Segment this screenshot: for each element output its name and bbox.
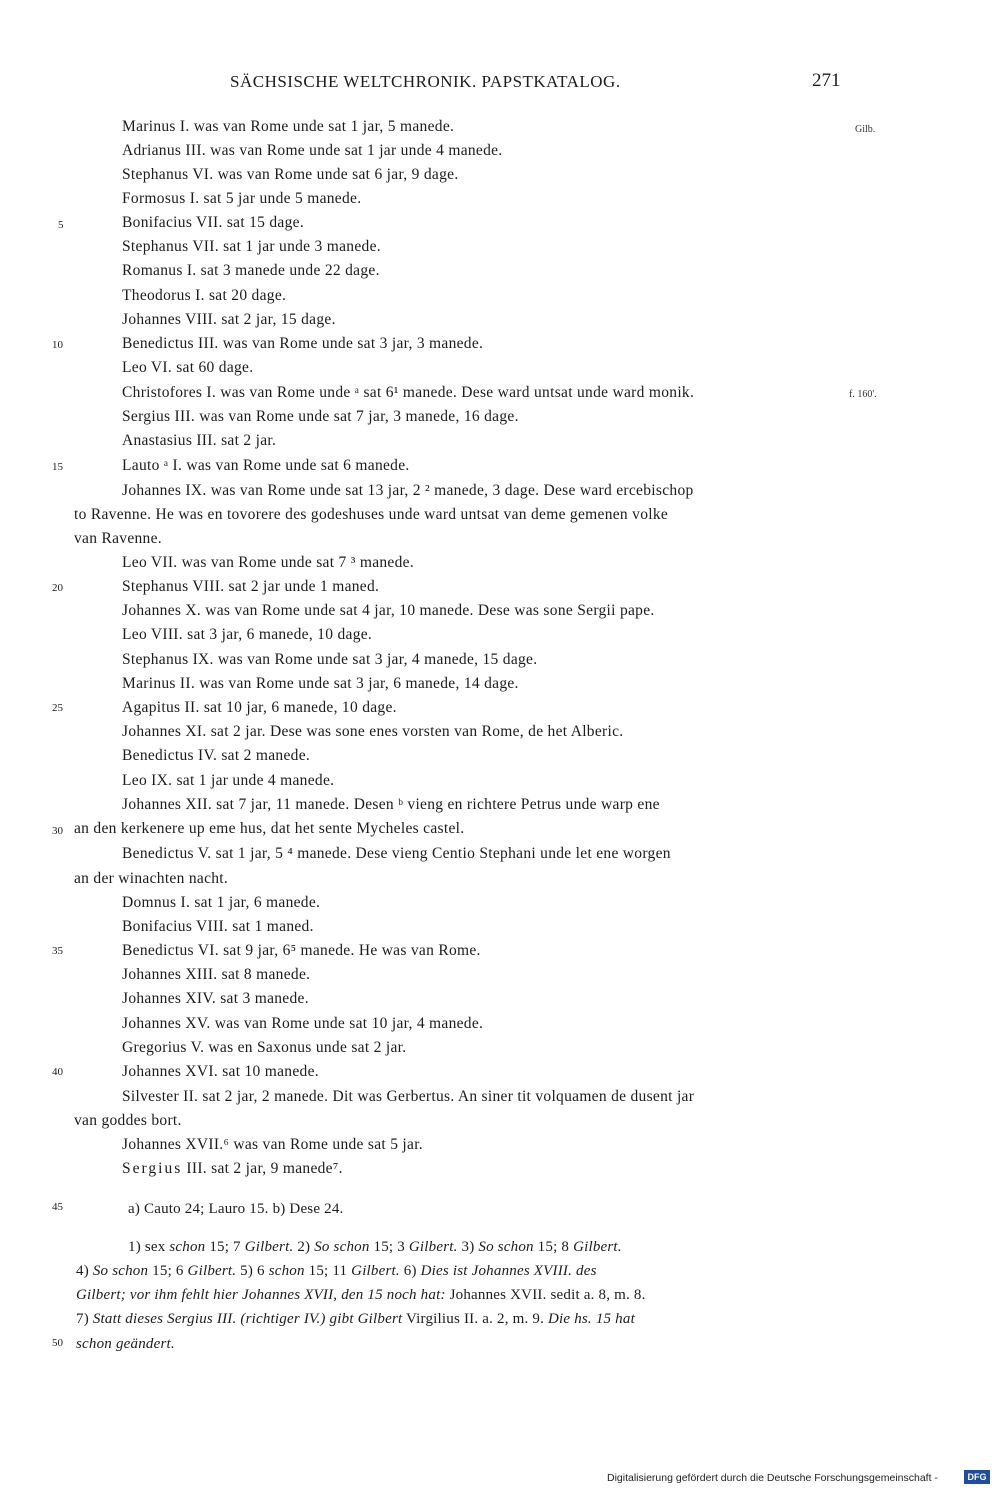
text-line: Marinus I. was van Rome unde sat 1 jar, 5 manede. <box>122 118 455 135</box>
fn-italic: Gilbert. <box>573 1239 622 1255</box>
fn-italic: So schon <box>92 1263 149 1279</box>
text-line: Christofores I. was van Rome unde ᵃ sat 6¹ manede. Dese ward untsat unde ward monik. <box>122 384 695 401</box>
text-line: Stephanus IX. was van Rome unde sat 3 jar, 4 manede, 15 dage. <box>122 651 538 668</box>
text-line: Johannes XIII. sat 8 manede. <box>122 966 311 983</box>
text-line: Johannes VIII. sat 2 jar, 15 dage. <box>122 311 336 328</box>
text-line: Johannes XIV. sat 3 manede. <box>122 990 309 1007</box>
line-number: 10 <box>52 339 63 351</box>
text-line: Stephanus VIII. sat 2 jar unde 1 maned. <box>122 578 380 595</box>
text-line <box>122 1157 343 1181</box>
text-line: Benedictus III. was van Rome unde sat 3 jar, 3 manede. <box>122 335 484 352</box>
line-number: 25 <box>52 702 63 714</box>
text-line: Anastasius III. sat 2 jar. <box>122 432 277 449</box>
text-line: Leo VIII. sat 3 jar, 6 manede, 10 dage. <box>122 626 373 643</box>
text-line: van goddes bort. <box>74 1112 182 1129</box>
text-line: Johannes IX. was van Rome unde sat 13 jar, 2 ² manede, 3 dage. Dese ward ercebischop <box>122 482 694 499</box>
fn-text: 4) <box>76 1263 93 1279</box>
fn-italic: Dies ist Johannes XVIII. des <box>420 1263 597 1279</box>
fn-text: 7) <box>76 1311 93 1327</box>
fn-italic: So schon <box>314 1239 370 1255</box>
text-line: Johannes XII. sat 7 jar, 11 manede. Desen ᵇ vieng en richtere Petrus unde warp ene <box>122 796 660 813</box>
text-line: Romanus I. sat 3 manede unde 22 dage. <box>122 262 380 279</box>
footnote-line <box>76 1307 635 1331</box>
text-line: Silvester II. sat 2 jar, 2 manede. Dit was Gerbertus. An siner tit volquamen de dusent jar <box>122 1088 695 1105</box>
text-line: Bonifacius VIII. sat 1 maned. <box>122 918 314 935</box>
footnote-letters: a) Cauto 24; Lauro 15. b) Dese 24. <box>128 1201 344 1217</box>
text-line: Gregorius V. was en Saxonus unde sat 2 jar. <box>122 1039 407 1056</box>
line-number: 40 <box>52 1066 63 1078</box>
fn-text: 15; 11 <box>304 1263 352 1279</box>
footnote-line <box>76 1259 597 1283</box>
fn-italic: Gilbert; vor ihm fehlt hier Johannes XVII, den 15 noch hat: <box>76 1287 446 1303</box>
fn-text: 15; 7 <box>205 1239 245 1255</box>
fn-italic: schon <box>169 1239 206 1255</box>
text-line: Theodorus I. sat 20 dage. <box>122 287 287 304</box>
line-number: 30 <box>52 825 63 837</box>
fn-italic: Gilbert. <box>244 1239 294 1255</box>
text-line: an der winachten nacht. <box>74 870 229 887</box>
line-number: 35 <box>52 945 63 957</box>
fn-italic: Gilbert. <box>351 1263 400 1279</box>
running-title: SÄCHSISCHE WELTCHRONIK. PAPSTKATALOG. <box>230 72 621 91</box>
line-number: 5 <box>58 219 64 231</box>
dfg-logo: DFG <box>964 1470 990 1484</box>
text-line: Bonifacius VII. sat 15 dage. <box>122 214 305 231</box>
text-line: Johannes XV. was van Rome unde sat 10 jar, 4 manede. <box>122 1015 484 1032</box>
fn-text: 15; 8 <box>533 1239 574 1255</box>
line-number: 45 <box>52 1201 63 1213</box>
text-line: Benedictus IV. sat 2 manede. <box>122 747 311 764</box>
line-number: 15 <box>52 461 63 473</box>
fn-italic: Gilbert. <box>408 1239 458 1255</box>
page-header <box>0 72 1000 98</box>
text-line: to Ravenne. He was en tovorere des godeshuses unde ward untsat van deme gemenen volke <box>74 506 669 523</box>
fn-text: 1) sex <box>128 1239 170 1255</box>
text-line: Sergius III. was van Rome unde sat 7 jar, 3 manede, 16 dage. <box>122 408 519 425</box>
text-line: Johannes XVI. sat 10 manede. <box>122 1063 319 1080</box>
text-line: Benedictus V. sat 1 jar, 5 ⁴ manede. Dese vieng Centio Stephani unde let ene worgen <box>122 845 671 862</box>
fn-text: 3) <box>457 1239 479 1255</box>
line-number: 20 <box>52 582 63 594</box>
text-line: Johannes XI. sat 2 jar. Dese was sone enes vorsten van Rome, de het Alberic. <box>122 723 624 740</box>
text-line: an den kerkenere up eme hus, dat het sente Mycheles castel. <box>74 820 465 837</box>
line-rest: III. sat 2 jar, 9 manede⁷. <box>182 1160 343 1177</box>
fn-italic: Die hs. 15 hat <box>547 1311 635 1327</box>
footnote-line <box>128 1235 622 1259</box>
fn-text: 6) <box>399 1263 421 1279</box>
text-line: van Ravenne. <box>74 530 162 547</box>
fn-text: 15; 6 <box>148 1263 188 1279</box>
fn-italic: schon <box>268 1263 305 1279</box>
footnote-line <box>76 1283 646 1307</box>
fn-text: Johannes XVII. sedit a. 8, m. 8. <box>445 1287 646 1303</box>
text-line: Leo IX. sat 1 jar unde 4 manede. <box>122 772 335 789</box>
text-line: Marinus II. was van Rome unde sat 3 jar, 6 manede, 14 dage. <box>122 675 519 692</box>
page-number: 271 <box>812 70 841 91</box>
spaced-name: Sergius <box>122 1160 183 1177</box>
fn-italic: Statt dieses Sergius III. (richtiger IV.) gibt Gilbert <box>92 1311 403 1327</box>
text-line: Adrianus III. was van Rome unde sat 1 jar unde 4 manede. <box>122 142 503 159</box>
fn-italic: Gilbert. <box>187 1263 237 1279</box>
text-line: Leo VII. was van Rome unde sat 7 ³ manede. <box>122 554 415 571</box>
text-line: Stephanus VI. was van Rome unde sat 6 jar, 9 dage. <box>122 166 459 183</box>
footnote-line: schon geändert. <box>76 1336 175 1352</box>
fn-italic: So schon <box>478 1239 534 1255</box>
line-number: 50 <box>52 1337 63 1349</box>
margin-note-folio: f. 160'. <box>849 389 877 400</box>
text-line: Johannes X. was van Rome unde sat 4 jar, 10 manede. Dese was sone Sergii pape. <box>122 602 655 619</box>
text-line: Leo VI. sat 60 dage. <box>122 359 254 376</box>
text-line: Lauto ᵃ I. was van Rome unde sat 6 manede. <box>122 457 410 474</box>
fn-text: Virgilius II. a. 2, m. 9. <box>402 1311 548 1327</box>
text-line: Domnus I. sat 1 jar, 6 manede. <box>122 894 321 911</box>
text-line: Benedictus VI. sat 9 jar, 6⁵ manede. He was van Rome. <box>122 942 481 959</box>
text-line: Agapitus II. sat 10 jar, 6 manede, 10 dage. <box>122 699 397 716</box>
fn-text: 5) 6 <box>236 1263 269 1279</box>
margin-note-gilbert: Gilb. <box>855 124 876 135</box>
text-line: Formosus I. sat 5 jar unde 5 manede. <box>122 190 362 207</box>
text-line: Johannes XVII.⁶ was van Rome unde sat 5 jar. <box>122 1136 423 1153</box>
fn-text: 15; 3 <box>369 1239 409 1255</box>
text-line: Stephanus VII. sat 1 jar unde 3 manede. <box>122 238 381 255</box>
fn-text: 2) <box>293 1239 315 1255</box>
footer-credit: Digitalisierung gefördert durch die Deutsche Forschungsgemeinschaft - <box>607 1472 938 1484</box>
